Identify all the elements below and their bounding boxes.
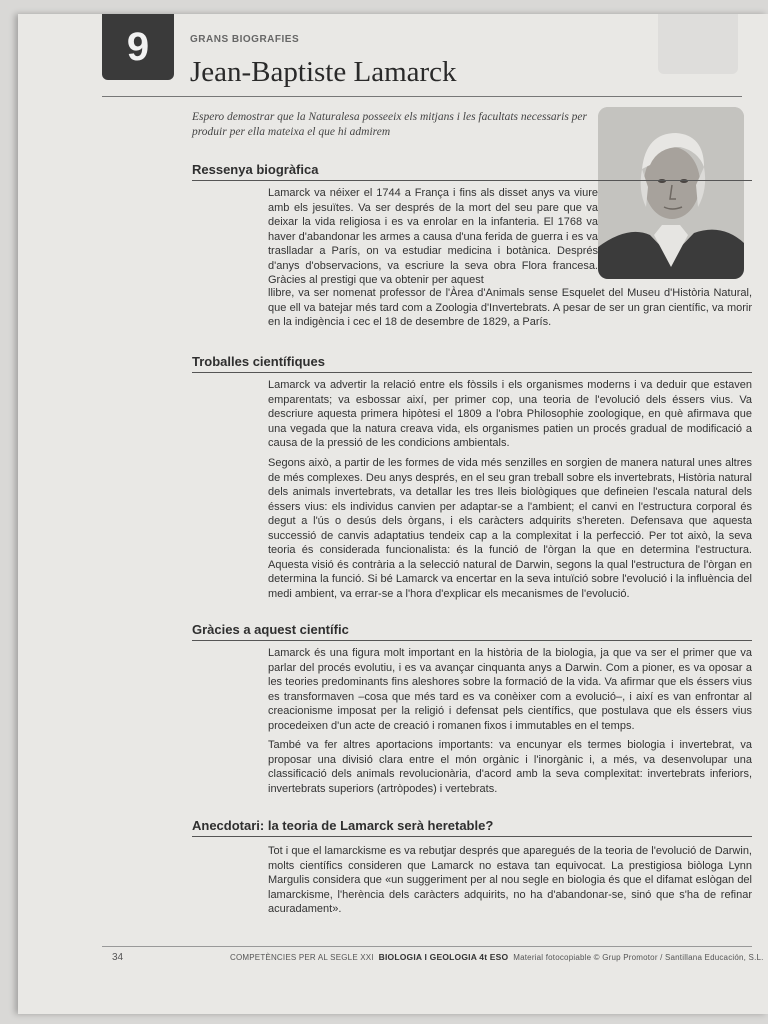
paragraph: També va fer altres aportacions importants: va encunyar els termes biologia i invertebrat, va proposar una divisió clara entre el món orgànic i l'inorgànic i, a més, va desenvolupar una classificació dels animals revolucionària, d'acord amb la seva complexitat: invertebrats inferiors, invertebrats superiors (artròpodes) i vertebrats. (268, 739, 752, 795)
footer-copyright: Material fotocopiable © Grup Promotor / Santillana Educación, S.L. (513, 953, 764, 962)
section-tag: GRANS BIOGRAFIES (190, 34, 300, 45)
paragraph: Lamarck va advertir la relació entre els fòssils i els organismes moderns i va deduir que estaven emparentats; va esbossar així, per primer cop, una teoria de l'evolució dels éssers vius. Va descriure aquesta primera hipòtesi el 1809 a l'obra Philosophie zoologique, en què afirmava que una vegada que la natura creava vida, els organismes patien un procés gradual de modificació a causa de la pressió de les condicions ambientals. (268, 379, 752, 449)
section-heading-ressenya: Ressenya biogràfica (192, 162, 319, 177)
paragraph: Segons això, a partir de les formes de vida més senzilles en sorgien de manera natural unes altres de més complexes. Deu anys després, en el seu gran treball sobre els invertebrats, Història natural dels animals invertebrats, va detallar les tres lleis biològiques que defineien l'escala natural dels éssers vius: els individus canvien per adaptar-se a l'ambient; el canvi en l'estructura corporal és degut a l'ús o desús dels òrgans, i els caràcters adquirits s'hereten. Defensava que aquesta successió de canvis adaptatius tendeix cap a la complexitat i la perfecció. Per tot això, la seva teoria és considerada funcionalista: és la funció de l'òrgan la que en determina l'estructura. Aquesta visió és contrària a la selecció natural de Darwin, segons la qual l'estructura de l'òrgan en determina la funció. Si bé Lamarck va encertar en la seva intuïció sobre l'evolució i la influència del medi ambient, va errar-se a l'hora d'explicar els mecanismes de l'evolució. (268, 457, 752, 600)
page-number: 34 (112, 952, 124, 963)
page-title: Jean-Baptiste Lamarck (190, 56, 457, 88)
section-divider (192, 640, 752, 641)
paragraph: Lamarck és una figura molt important en la història de la biologia, ja que va ser el primer que va parlar del procés evolutiu, i es va avançar cinquanta anys a Darwin. Com a pioner, es va oposar a les teories predominants fins aleshores sobre la formació de la vida. Va afirmar que els éssers vius es transformaven –cosa que més tard es va conèixer com a evolució–, i així es van enfrontar al creacionisme imposat per la religió i defensat pels científics, que postulava que els éssers vius procedeixen d'un acte de creació i romanen fixos i immutables en el temps. (268, 647, 752, 732)
chapter-badge: 9 (102, 14, 174, 80)
section-divider (192, 180, 752, 181)
section-heading-anecdotari: Anecdotari: la teoria de Lamarck serà heretable? (192, 818, 494, 833)
paragraph: Lamarck va néixer el 1744 a França i fins als disset anys va viure amb els jesuïtes. Va ser després de la mort del seu pare que va deixar la vida religiosa i es va enrolar en la infanteria. El 1768 va haver d'abandonar les armes a causa d'una ferida de guerra i es va traslladar a París, on va estudiar medicina i botànica. Després d'anys d'observacions, va escriure la seva obra Flora francesa. Gràcies al prestigi que va obtenir per aquest (268, 187, 598, 286)
next-page-tab (658, 14, 738, 74)
section-heading-troballes: Troballes científiques (192, 354, 325, 369)
portrait-image (598, 107, 744, 279)
footer-series: COMPETÈNCIES PER AL SEGLE XXI (230, 953, 374, 962)
paragraph: Tot i que el lamarckisme es va rebutjar després que aparegués de la teoria de l'evolució de Darwin, molts científics consideren que Lamarck no estava tan equivocat. La prestigiosa biòloga Lynn Margulis considera que «un suggeriment per al nou segle en biologia és que el difamat eslògan del lamarckisme, l'herència dels caràcters adquirits, no ha d'abandonar-se, sinó que s'ha de refinar acuradament». (268, 845, 752, 915)
section-divider (192, 372, 752, 373)
paragraph: llibre, va ser nomenat professor de l'Àrea d'Animals sense Esquelet del Museu d'Història Natural, que ell va batejar més tard com a Zoologia d'Invertebrats. A pesar de ser un gran científic, va morir en la indigència i cec el 18 de desembre de 1829, a París. (268, 287, 752, 328)
document-page (18, 14, 768, 1014)
section-divider (192, 836, 752, 837)
footer-credits (230, 952, 764, 962)
portrait-icon (598, 107, 744, 279)
footer-subject: BIOLOGIA I GEOLOGIA 4t ESO (378, 952, 509, 962)
epigraph-quote: Espero demostrar que la Naturalesa posseeix els mitjans i les facultats necessaris per produir per ella mateixa el que hi admirem (192, 111, 588, 138)
title-divider (102, 96, 742, 97)
section-heading-gracies: Gràcies a aquest científic (192, 622, 349, 637)
footer-divider (102, 946, 752, 947)
